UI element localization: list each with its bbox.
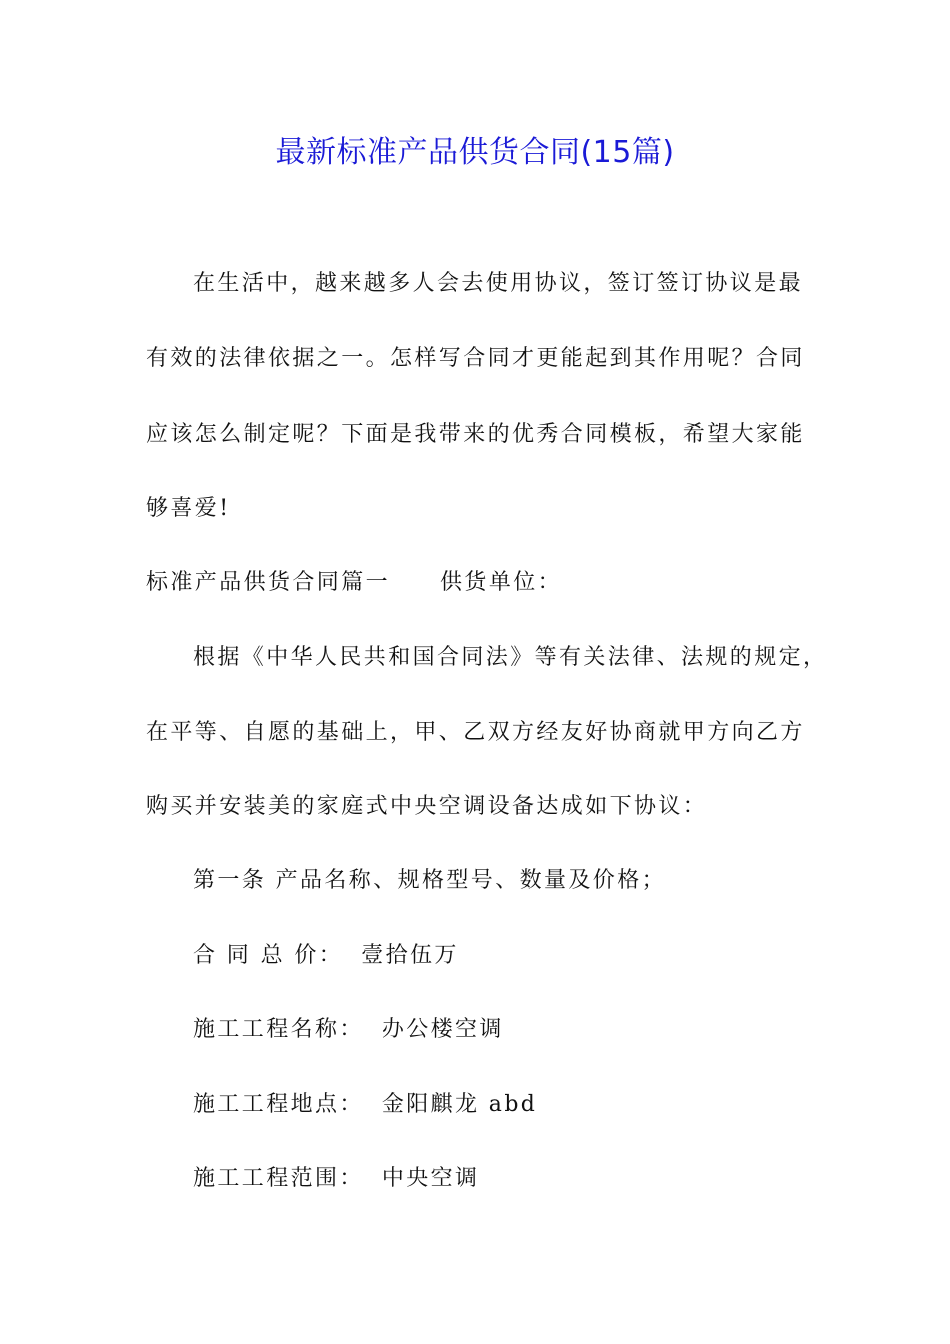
total-price-value: 壹拾伍万 (361, 943, 459, 968)
project-scope-row (193, 1163, 479, 1195)
total-price-row (193, 940, 459, 972)
article-one: 第一条 产品名称、规格型号、数量及价格； (193, 868, 666, 893)
basis-line-2: 在平等、自愿的基础上，甲、乙双方经友好协商就甲方向乙方 (146, 720, 805, 745)
project-location-row (193, 1089, 537, 1121)
project-name-row (193, 1014, 504, 1046)
intro-line-1: 在生活中，越来越多人会去使用协议，签订签订协议是最 (193, 271, 804, 296)
project-scope-value: 中央空调 (381, 1166, 480, 1191)
project-location-label: 施工工程地点： (193, 1092, 364, 1117)
total-price-label: 合 同 总 价： (193, 943, 344, 968)
basis-line-3: 购买并安装美的家庭式中央空调设备达成如下协议： (146, 794, 708, 819)
supplier-label: 供货单位： (440, 570, 563, 595)
project-scope-label: 施工工程范围： (193, 1166, 364, 1191)
section-heading-line (146, 567, 562, 599)
intro-line-2: 有效的法律依据之一。怎样写合同才更能起到其作用呢？合同 (146, 346, 805, 371)
document-title: 最新标准产品供货合同(15篇) (275, 135, 675, 170)
basis-line-1: 根据《中华人民共和国合同法》等有关法律、法规的规定， (193, 645, 828, 670)
project-location-value: 金阳麒龙 abd (381, 1092, 538, 1117)
intro-line-3: 应该怎么制定呢？下面是我带来的优秀合同模板，希望大家能 (146, 422, 805, 447)
section-heading: 标准产品供货合同篇一 (146, 570, 391, 595)
project-name-value: 办公楼空调 (381, 1017, 504, 1042)
project-name-label: 施工工程名称： (193, 1017, 364, 1042)
intro-line-4: 够喜爱! (146, 496, 231, 521)
